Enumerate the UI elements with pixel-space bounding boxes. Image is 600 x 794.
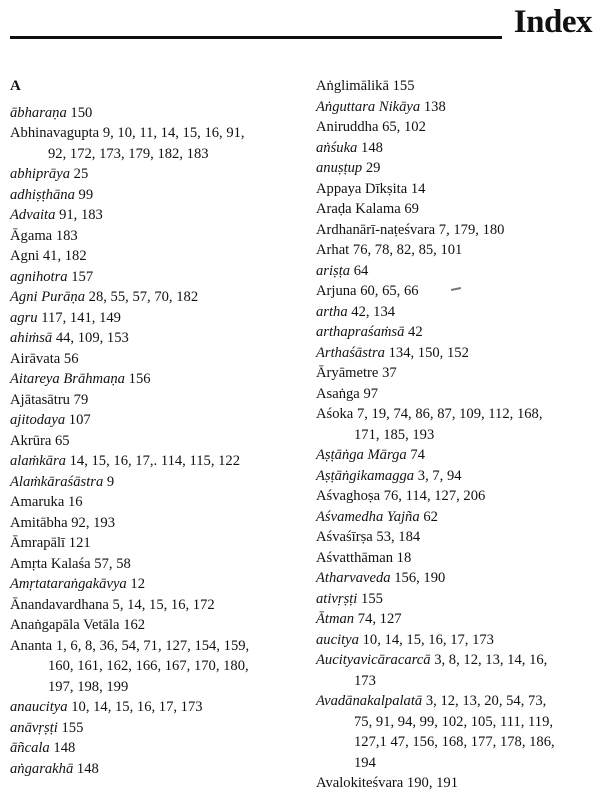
- index-entry: [10, 246, 300, 267]
- index-column-left: [10, 76, 300, 779]
- index-pages: 190, 191: [406, 775, 458, 791]
- index-term: Ardhanārī-naṭeśvara: [316, 221, 436, 238]
- index-entry: [316, 589, 598, 610]
- index-entry: [316, 220, 598, 241]
- index-term: ariṣṭa: [316, 262, 351, 279]
- index-pages-continued: 160, 161, 162, 166, 167, 170, 180,: [48, 658, 249, 674]
- index-entry: [10, 533, 300, 554]
- index-entry: [316, 76, 598, 97]
- page-title: Index: [513, 4, 592, 40]
- index-term: Āryāmetre: [316, 365, 379, 381]
- index-pages: 156, 190: [394, 570, 446, 586]
- index-term: Agni Purāṇa: [10, 289, 85, 305]
- index-entry: [316, 384, 598, 405]
- index-pages-continued: 75, 91, 94, 99, 102, 105, 111, 119,: [354, 713, 554, 730]
- index-pages: 91, 183: [59, 207, 103, 223]
- index-entry: [316, 97, 598, 118]
- index-entry: [316, 240, 598, 261]
- index-pages-continued: 197, 198, 199: [48, 678, 129, 695]
- index-term: arthapraśaṁsā: [316, 324, 405, 340]
- index-pages: 14: [410, 180, 426, 197]
- index-term: Ananta: [10, 637, 53, 654]
- index-pages: 156: [128, 371, 151, 387]
- index-pages: 37: [382, 365, 397, 381]
- index-term: Ātman: [316, 611, 355, 627]
- index-term: Abhinavagupta: [10, 125, 100, 141]
- index-entry: [316, 691, 598, 773]
- index-pages: 148: [361, 139, 383, 156]
- index-pages: 25: [73, 166, 89, 182]
- index-entry: [10, 308, 300, 329]
- index-entry: [316, 466, 598, 487]
- index-pages: 3, 7, 94: [417, 467, 462, 484]
- index-term: Aśoka: [316, 406, 354, 422]
- index-pages: 148: [76, 760, 99, 777]
- index-entry: [10, 697, 300, 718]
- index-pages: 60, 65, 66: [360, 283, 419, 299]
- index-term: Amṛtataraṅgakāvya: [10, 576, 127, 592]
- index-entry: [10, 267, 300, 288]
- index-pages: 7, 179, 180: [438, 221, 505, 238]
- index-term: āñcala: [10, 740, 50, 756]
- index-term: adhiṣṭhāna: [10, 186, 75, 203]
- index-pages: 162: [123, 617, 146, 633]
- index-entry: [316, 548, 598, 569]
- index-pages: 9, 10, 11, 14, 15, 16, 91,: [102, 125, 245, 141]
- index-term: aṅgarakhā: [10, 760, 74, 777]
- index-entry: [316, 527, 598, 548]
- index-pages: 183: [55, 227, 78, 244]
- index-entry: [316, 445, 598, 466]
- index-pages: 155: [61, 719, 84, 736]
- index-entry: [10, 349, 300, 370]
- index-pages: 155: [392, 78, 415, 94]
- index-pages: 92, 193: [71, 514, 115, 531]
- index-pages: 65, 102: [382, 119, 426, 135]
- index-term: ativṛṣṭi: [316, 590, 358, 607]
- index-pages: 10, 14, 15, 16, 17, 173: [71, 699, 203, 715]
- index-pages: 3, 8, 12, 13, 14, 16,: [434, 652, 548, 668]
- index-entry: [316, 261, 598, 282]
- index-pages: 42, 134: [351, 303, 396, 320]
- index-entry: [316, 281, 598, 302]
- index-pages: 117, 141, 149: [41, 309, 121, 326]
- index-entry: [316, 609, 598, 630]
- index-pages: 5, 14, 15, 16, 172: [112, 596, 215, 613]
- index-pages: 3, 12, 13, 20, 54, 73,: [425, 693, 547, 709]
- index-entry: [10, 738, 300, 759]
- index-pages: 44, 109, 153: [55, 330, 129, 346]
- index-term: Arthaśāstra: [316, 344, 385, 361]
- index-entry: [10, 287, 300, 308]
- index-term: Aśvaśīrṣa: [316, 529, 373, 545]
- index-term: Ajātasātru: [10, 391, 70, 408]
- index-entry: [316, 158, 598, 179]
- letter-heading: A: [10, 78, 21, 94]
- index-term: Anaṅgapāla Vetāla: [10, 617, 120, 633]
- index-term: Aṣṭāṅgikamagga: [316, 467, 415, 484]
- index-pages: 10, 14, 15, 16, 17, 173: [362, 631, 494, 648]
- index-term: ābharaṇa: [10, 104, 67, 121]
- index-term: Aṅguttara Nikāya: [316, 98, 421, 115]
- index-entry: [316, 179, 598, 200]
- index-term: Aṣṭāṅga Mārga: [316, 447, 407, 463]
- index-entry: [10, 472, 300, 493]
- index-entry: [10, 636, 300, 698]
- index-entry: [10, 431, 300, 452]
- index-term: Aśvatthāman: [316, 549, 394, 566]
- index-pages: 138: [423, 98, 446, 115]
- index-pages-continued: 173: [354, 672, 376, 689]
- index-entry: [10, 615, 300, 636]
- index-pages: 74, 127: [357, 611, 402, 627]
- index-entry: [316, 138, 598, 159]
- index-pages: 150: [70, 104, 93, 121]
- index-term: Akrūra: [10, 432, 52, 449]
- index-entry: [316, 363, 598, 384]
- index-entry: [10, 595, 300, 616]
- header-rule: [10, 36, 502, 39]
- index-entry: [316, 486, 598, 507]
- index-pages: 12: [130, 576, 145, 592]
- index-pages: 1, 6, 8, 36, 54, 71, 127, 154, 159,: [55, 637, 250, 654]
- index-pages: 28, 55, 57, 70, 182: [88, 289, 199, 305]
- index-entry: [316, 568, 598, 589]
- index-term: Amaruka: [10, 494, 65, 510]
- index-entry: [10, 718, 300, 739]
- index-term: Arhat: [316, 242, 350, 258]
- index-entry: [10, 205, 300, 226]
- index-pages-continued: 127,1 47, 156, 168, 177, 178, 186,: [354, 734, 555, 750]
- index-pages: 14, 15, 16, 17,. 114, 115, 122: [69, 453, 241, 469]
- index-entry: [10, 328, 300, 349]
- index-term: Aṅglimālikā: [316, 78, 389, 94]
- index-term: artha: [316, 303, 348, 320]
- index-pages: 9: [106, 473, 115, 490]
- index-pages: 57, 58: [94, 555, 131, 572]
- index-term: Ānandavardhana: [10, 596, 109, 613]
- index-term: anāvṛṣṭi: [10, 719, 58, 736]
- index-term: aucitya: [316, 631, 359, 648]
- index-pages: 107: [68, 412, 91, 428]
- index-term: Aśvamedha Yajña: [316, 508, 420, 525]
- index-pages: 157: [71, 268, 94, 285]
- index-pages: 29: [365, 160, 381, 176]
- index-term: anaucitya: [10, 699, 68, 715]
- index-term: Advaita: [10, 207, 56, 223]
- index-pages: 56: [63, 350, 79, 367]
- index-pages: 42: [408, 324, 423, 340]
- index-term: Agni: [10, 248, 40, 264]
- index-term: Aitareya Brāhmaṇa: [10, 371, 125, 387]
- index-pages-continued: 171, 185, 193: [354, 426, 435, 443]
- index-column-right: [316, 76, 598, 794]
- index-pages: 64: [353, 262, 369, 279]
- index-entry: [316, 650, 598, 691]
- index-entry: [10, 185, 300, 206]
- index-entry: [10, 492, 300, 513]
- index-term: Atharvaveda: [316, 570, 391, 586]
- index-entry: [316, 630, 598, 651]
- index-pages: 134, 150, 152: [388, 344, 469, 361]
- index-term: Aniruddha: [316, 119, 379, 135]
- index-entry: [10, 123, 300, 164]
- index-entry: [316, 199, 598, 220]
- index-pages: 121: [68, 535, 91, 551]
- index-pages: 16: [67, 494, 83, 510]
- index-term: ahiṁsā: [10, 330, 53, 346]
- index-term: Araḍa Kalama: [316, 201, 401, 217]
- index-entry: [10, 226, 300, 247]
- index-entry: [10, 554, 300, 575]
- index-pages: 7, 19, 74, 86, 87, 109, 112, 168,: [356, 406, 543, 422]
- index-term: Arjuna: [316, 283, 357, 299]
- index-pages: 155: [361, 590, 383, 607]
- index-entry: [316, 404, 598, 445]
- index-term: Aśvaghoṣa: [316, 488, 381, 504]
- index-pages: 97: [363, 385, 379, 402]
- index-term: agnihotra: [10, 268, 68, 285]
- index-pages-continued: 194: [354, 754, 376, 771]
- index-term: Airāvata: [10, 350, 61, 367]
- index-entry: [316, 117, 598, 138]
- index-entry: [316, 322, 598, 343]
- index-pages: 148: [53, 740, 76, 756]
- index-term: Āgama: [10, 227, 53, 244]
- index-entry: [316, 507, 598, 528]
- index-term: Amṛta Kalaśa: [10, 555, 91, 572]
- index-pages: 65: [55, 432, 70, 449]
- index-entry: [10, 369, 300, 390]
- index-term: Avalokiteśvara: [316, 775, 404, 791]
- index-entry: [10, 451, 300, 472]
- index-entry: [316, 343, 598, 364]
- index-term: Āmrapālī: [10, 535, 66, 551]
- index-pages: 53, 184: [376, 529, 421, 545]
- index-entry: [10, 164, 300, 185]
- index-pages: 76, 78, 82, 85, 101: [352, 242, 463, 258]
- index-term: agru: [10, 309, 38, 326]
- index-entry: [316, 773, 598, 794]
- index-term: Appaya Dīkṣita: [316, 180, 408, 197]
- index-term: ajitodaya: [10, 412, 66, 428]
- index-entry: [10, 574, 300, 595]
- index-term: Alaṁkāraśāstra: [10, 473, 104, 490]
- index-pages: 76, 114, 127, 206: [383, 488, 486, 504]
- index-term: Amitābha: [10, 514, 68, 531]
- index-entry: [10, 759, 300, 780]
- index-pages: 18: [396, 549, 412, 566]
- index-term: abhiprāya: [10, 166, 70, 182]
- index-term: Avadānakalpalatā: [316, 693, 423, 709]
- index-term: anuṣṭup: [316, 160, 363, 176]
- index-entry: [10, 390, 300, 411]
- index-pages: 62: [423, 508, 438, 525]
- index-pages: 99: [78, 186, 94, 203]
- index-entry: [316, 302, 598, 323]
- index-term: alaṁkāra: [10, 453, 66, 469]
- index-pages: 41, 182: [42, 248, 87, 264]
- index-entry: [10, 513, 300, 534]
- index-pages: 69: [404, 201, 419, 217]
- index-entry: [10, 410, 300, 431]
- index-entry: [10, 103, 300, 124]
- index-pages: 74: [410, 447, 425, 463]
- index-pages: 79: [73, 391, 89, 408]
- index-term: Aucityavicāracarcā: [316, 652, 431, 668]
- index-term: aṅśuka: [316, 139, 358, 156]
- index-pages-continued: 92, 172, 173, 179, 182, 183: [48, 145, 209, 162]
- index-term: Asaṅga: [316, 385, 360, 402]
